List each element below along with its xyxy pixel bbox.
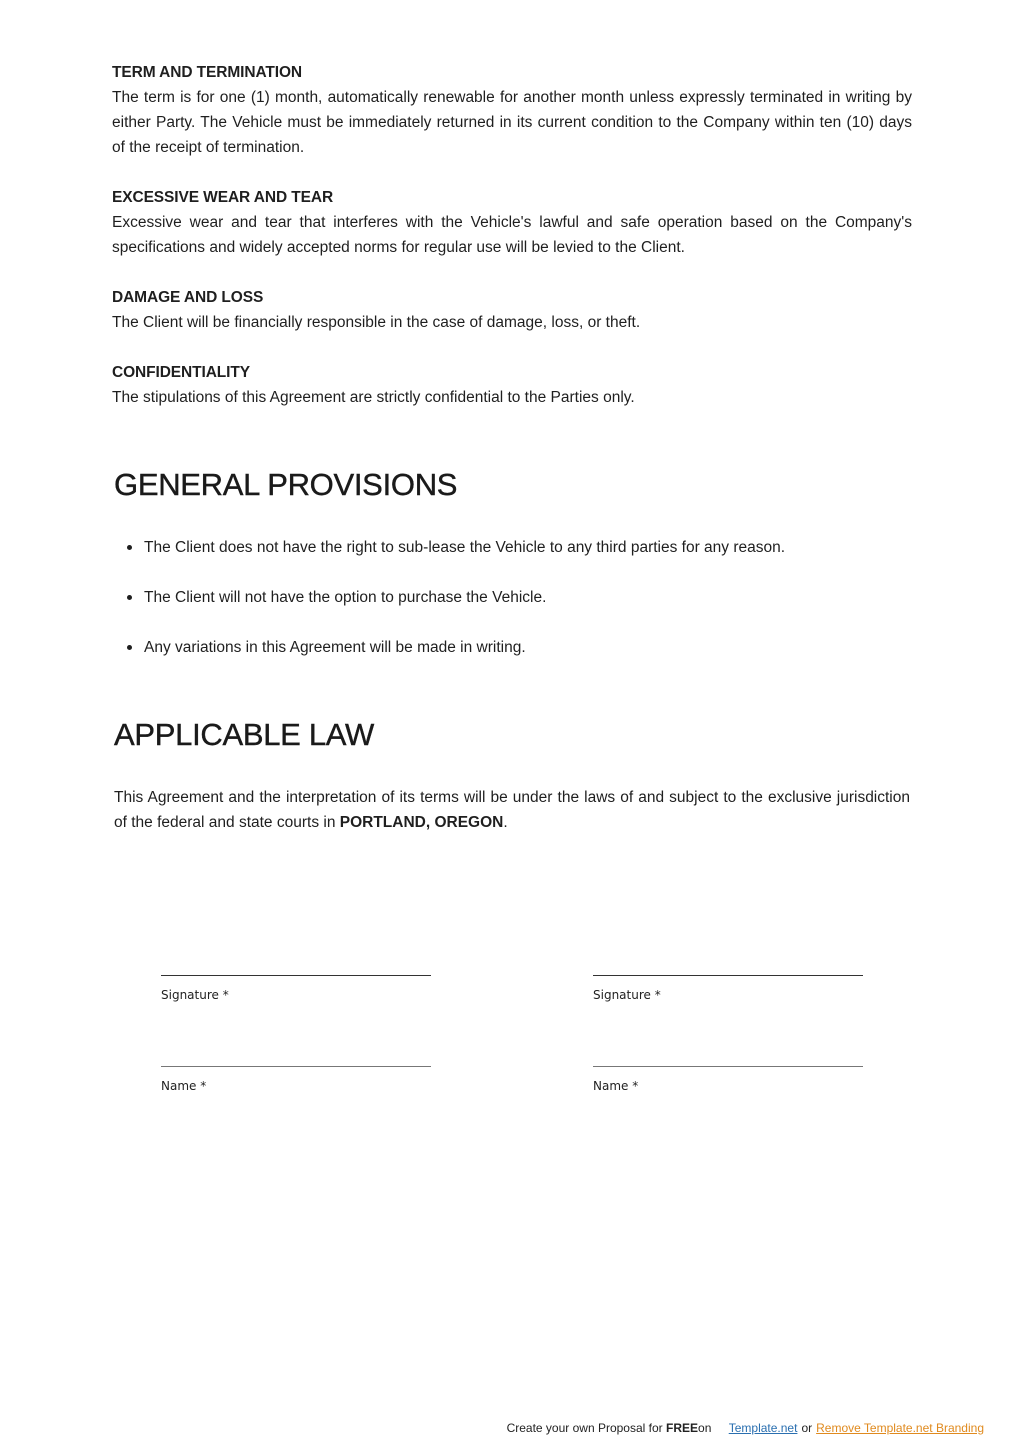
section-wear-tear <box>112 185 912 260</box>
name-line <box>161 1066 431 1067</box>
name-line <box>593 1066 863 1067</box>
bullet-icon <box>127 645 132 650</box>
signature-label: Signature * <box>161 988 229 1002</box>
section-heading: TERM AND TERMINATION <box>112 64 303 81</box>
applicable-law-heading: APPLICABLE LAW <box>114 717 374 752</box>
law-text-body: This Agreement and the interpretation of its terms will be under the laws of and subject to the exclusive jurisdiction of the federal and state courts in <box>114 789 910 831</box>
footer-free: FREE <box>666 1421 699 1435</box>
section-heading: EXCESSIVE WEAR AND TEAR <box>112 189 334 206</box>
footer-or: or <box>801 1421 813 1435</box>
applicable-law-text <box>114 785 910 835</box>
section-body: The term is for one (1) month, automatically renewable for another month unless expressly terminated in writing by either Party. The Vehicle must be immediately returned in its current condition to the Company within ten (10) days of the receipt of termination. <box>112 89 912 156</box>
section-heading: CONFIDENTIALITY <box>112 364 250 381</box>
signature-field-left[interactable] <box>161 975 431 1002</box>
list-item <box>144 635 944 660</box>
signature-line <box>161 975 431 976</box>
section-body: The Client will be financially responsible in the case of damage, loss, or theft. <box>112 314 641 331</box>
remove-branding-link[interactable]: Remove Template.net Branding <box>816 1421 984 1435</box>
list-item-text: Any variations in this Agreement will be made in writing. <box>144 639 526 656</box>
footer-on: on <box>698 1421 712 1435</box>
section-damage-loss <box>112 285 912 335</box>
bullet-icon <box>127 595 132 600</box>
signature-field-right[interactable] <box>593 975 863 1002</box>
template-net-link[interactable]: Template.net <box>728 1421 798 1435</box>
name-label: Name * <box>161 1079 207 1093</box>
list-item <box>144 535 944 560</box>
general-provisions-list <box>112 535 944 685</box>
name-field-right[interactable] <box>593 1066 863 1093</box>
general-provisions-heading: GENERAL PROVISIONS <box>114 467 458 502</box>
signature-label: Signature * <box>593 988 661 1002</box>
name-field-left[interactable] <box>161 1066 431 1093</box>
signature-line <box>593 975 863 976</box>
list-item-text: The Client does not have the right to sub-lease the Vehicle to any third parties for any reason. <box>144 539 786 556</box>
list-item <box>144 585 944 610</box>
section-confidentiality <box>112 360 912 410</box>
section-body: Excessive wear and tear that interferes with the Vehicle's lawful and safe operation based on the Company's specifications and widely accepted norms for regular use will be levied to the Client. <box>112 214 912 256</box>
section-term-termination <box>112 60 912 160</box>
law-text-end: . <box>503 814 508 831</box>
section-heading: DAMAGE AND LOSS <box>112 289 264 306</box>
branding-footer <box>507 1420 984 1436</box>
section-body: The stipulations of this Agreement are strictly confidential to the Parties only. <box>112 389 635 406</box>
name-label: Name * <box>593 1079 639 1093</box>
footer-prefix: Create your own Proposal for <box>506 1421 666 1435</box>
terms-sections <box>112 60 912 435</box>
bullet-icon <box>127 545 132 550</box>
list-item-text: The Client will not have the option to purchase the Vehicle. <box>144 589 547 606</box>
law-location: PORTLAND, OREGON <box>339 814 504 831</box>
